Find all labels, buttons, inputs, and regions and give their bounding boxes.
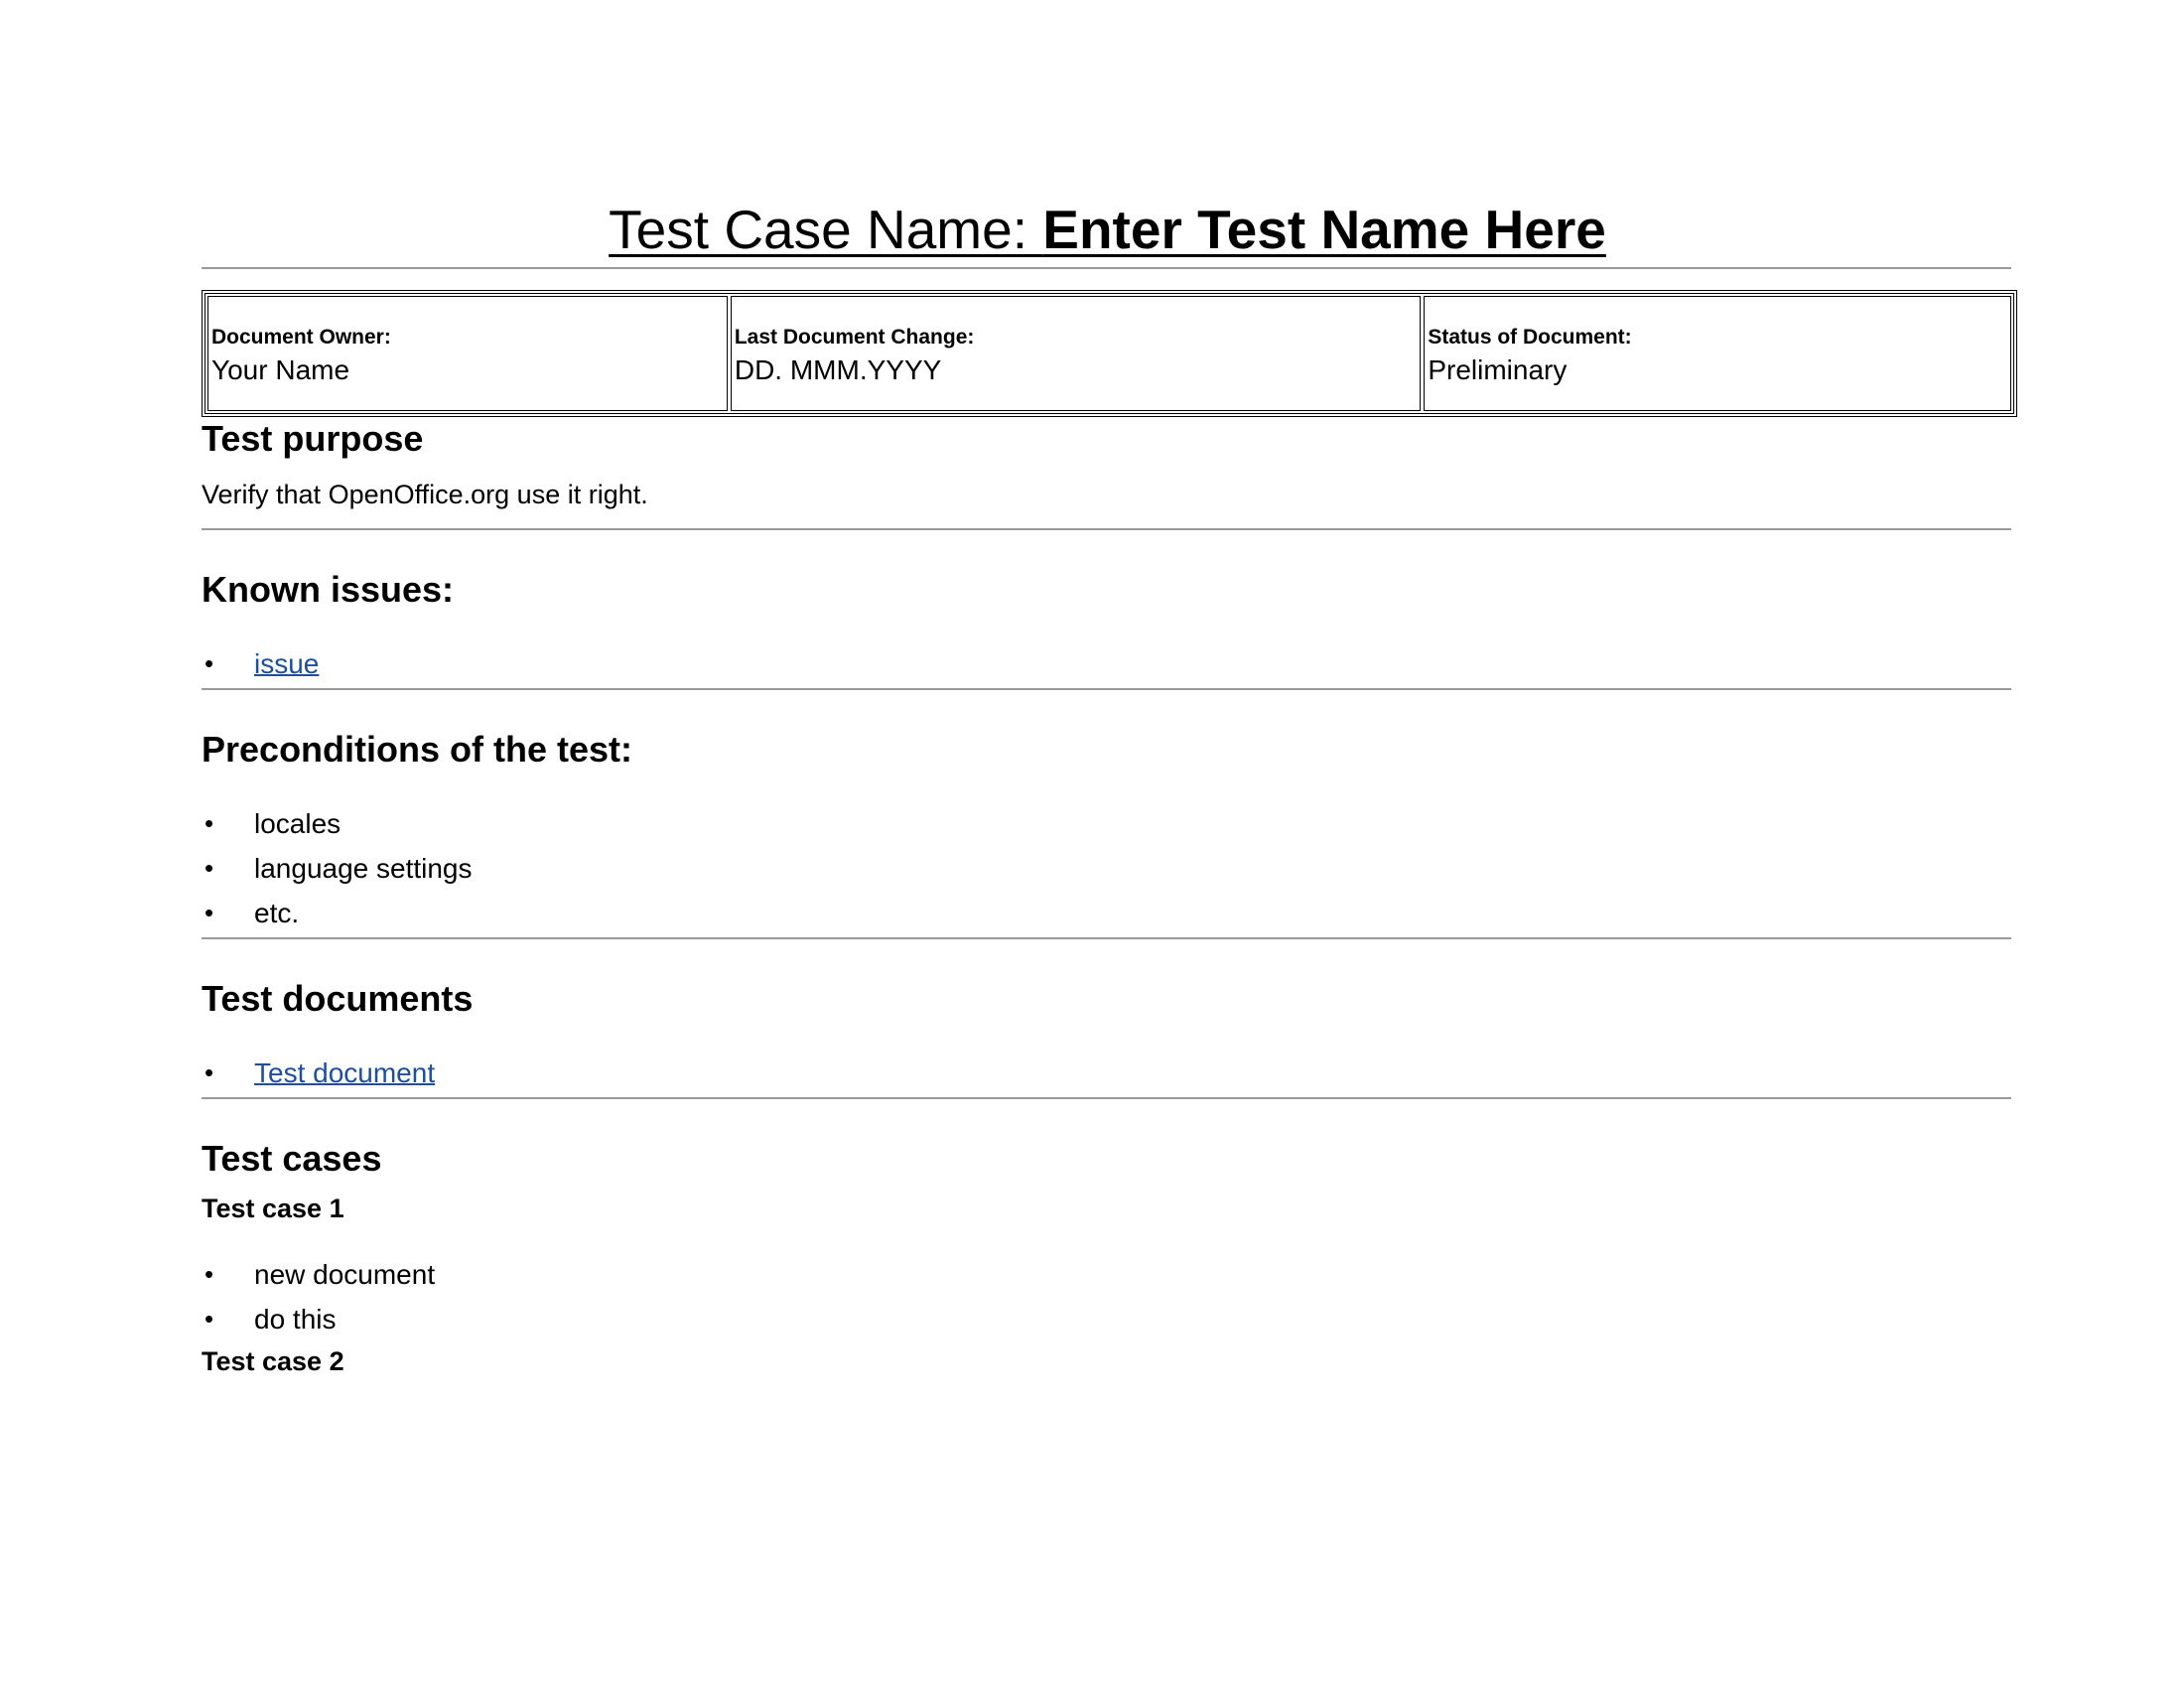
known-issues-list <box>202 641 2013 686</box>
list-item-text: locales <box>254 808 341 839</box>
list-item <box>202 891 2013 935</box>
bullet-icon: • <box>205 648 214 678</box>
preconditions-list <box>202 801 2013 935</box>
document-title <box>202 195 2013 264</box>
owner-label: Document Owner: <box>211 326 391 349</box>
last-change-label: Last Document Change: <box>734 326 975 349</box>
title-wrap <box>609 199 1606 260</box>
last-change-cell <box>731 296 1421 411</box>
divider <box>202 528 2011 530</box>
document-meta-table <box>202 290 2017 417</box>
issue-link[interactable]: issue <box>254 648 320 679</box>
list-item-text: etc. <box>254 898 300 928</box>
list-item <box>202 801 2013 846</box>
test-purpose-heading: Test purpose <box>202 418 424 459</box>
owner-cell <box>207 296 728 411</box>
list-item <box>202 1252 2013 1297</box>
list-item <box>202 846 2013 891</box>
bullet-icon: • <box>205 1259 214 1289</box>
bullet-icon: • <box>205 1057 214 1087</box>
test-documents-list <box>202 1051 2013 1095</box>
list-item-text: do this <box>254 1304 337 1335</box>
bullet-icon: • <box>205 1304 214 1334</box>
divider <box>202 688 2011 690</box>
test-case-steps <box>202 1252 2013 1341</box>
bullet-icon: • <box>205 853 214 883</box>
divider <box>202 937 2011 939</box>
test-case-title: Test case 2 <box>202 1346 344 1376</box>
test-name: Enter Test Name Here <box>1042 199 1606 260</box>
list-item-text: new document <box>254 1259 436 1290</box>
status-cell <box>1424 296 2011 411</box>
owner-value: Your Name <box>211 354 350 385</box>
list-item <box>202 1051 2013 1095</box>
divider <box>202 267 2011 269</box>
preconditions-heading: Preconditions of the test: <box>202 729 633 770</box>
status-value: Preliminary <box>1428 354 1568 385</box>
test-cases-heading: Test cases <box>202 1138 382 1179</box>
title-prefix: Test Case Name: <box>609 199 1043 260</box>
list-item <box>202 641 2013 686</box>
divider <box>202 1097 2011 1099</box>
status-label: Status of Document: <box>1428 326 1632 349</box>
list-item-text: language settings <box>254 853 473 884</box>
last-change-value: DD. MMM.YYYY <box>734 354 942 385</box>
test-purpose-text: Verify that OpenOffice.org use it right. <box>202 480 648 509</box>
test-document-link[interactable]: Test document <box>254 1057 436 1088</box>
known-issues-heading: Known issues: <box>202 569 455 610</box>
document-page <box>202 195 2013 1379</box>
bullet-icon: • <box>205 898 214 927</box>
list-item <box>202 1297 2013 1341</box>
bullet-icon: • <box>205 808 214 838</box>
test-case-title: Test case 1 <box>202 1194 344 1223</box>
test-documents-heading: Test documents <box>202 978 474 1019</box>
